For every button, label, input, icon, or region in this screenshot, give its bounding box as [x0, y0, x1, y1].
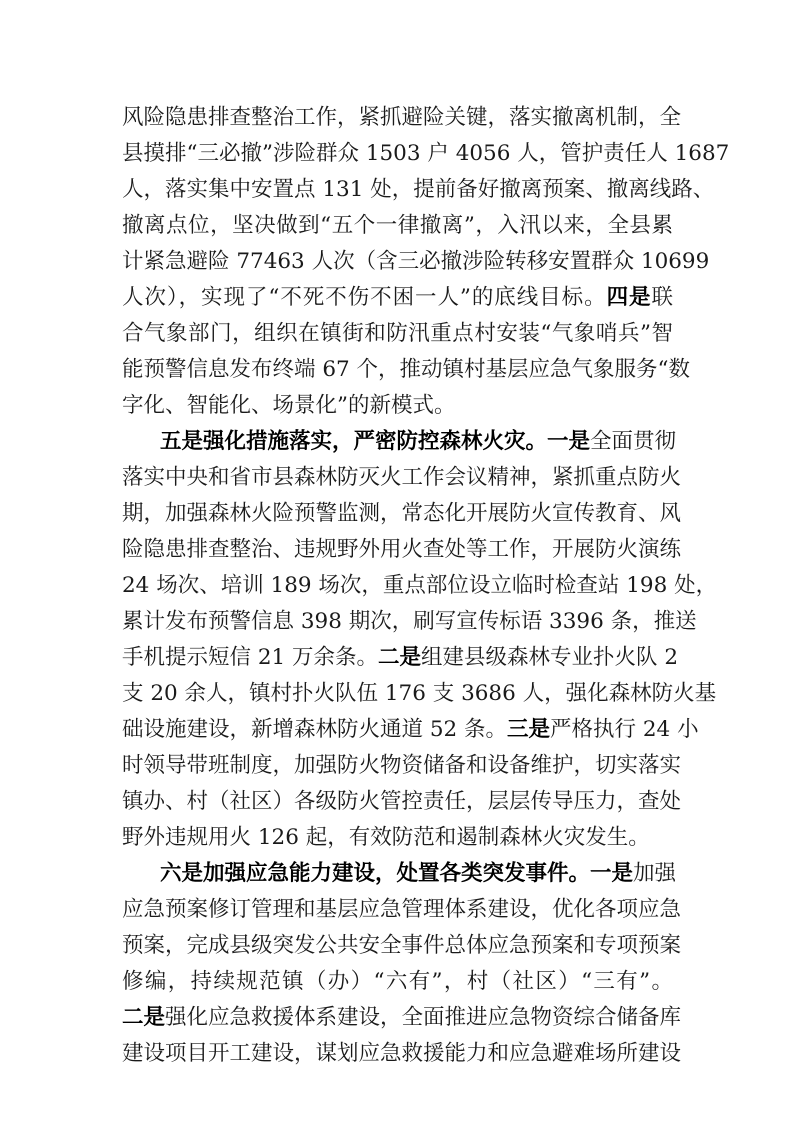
text-line [122, 172, 715, 208]
body-text: 险隐患排查整治、违规野外用火查处等工作，开展防火演练 [122, 537, 682, 562]
bold-heading-text: 四是 [606, 285, 652, 310]
body-text: 24 场次、培训 189 场次，重点部位设立临时检查站 198 处， [122, 573, 718, 598]
document-body [122, 100, 730, 1072]
text-line [122, 748, 682, 784]
body-text: 野外违规用火 126 起，有效防范和遏制森林火灾发生。 [122, 825, 650, 850]
body-text: 字化、智能化、场景化”的新模式。 [122, 393, 456, 418]
text-line [122, 604, 697, 640]
body-text: 础设施建设，新增森林防火通道 52 条。 [122, 717, 508, 742]
body-text: 人，落实集中安置点 131 处，提前备好撤离预案、撤离线路、 [122, 177, 715, 202]
body-text: 风险隐患排查整治工作，紧抓避险关键，落实撤离机制，全 [122, 105, 682, 130]
text-line [122, 892, 682, 928]
body-text: 县摸排“三必撤”涉险群众 1503 户 4056 人，管护责任人 1687 [122, 141, 730, 166]
text-line [122, 424, 677, 460]
body-text: 强化应急救援体系建设，全面推进应急物资综合储备库 [165, 1005, 682, 1030]
body-text: 镇办、村（社区）各级防火管控责任，层层传导压力，查处 [122, 789, 682, 814]
text-line [122, 532, 682, 568]
text-line [122, 1036, 682, 1072]
text-line [122, 316, 673, 352]
bold-heading-text: 二是 [122, 1005, 166, 1030]
body-text: 时领导带班制度，加强防火物资储备和设备维护，切实落实 [122, 753, 682, 778]
body-text: 加强 [633, 861, 677, 886]
text-line [122, 712, 699, 748]
body-text: 能预警信息发布终端 67 个，推动镇村基层应急气象服务“数 [122, 357, 691, 382]
bold-heading-text: 五是强化措施落实，严密防控森林火灾。一是 [160, 429, 591, 454]
text-line [122, 1000, 682, 1036]
text-line [122, 100, 682, 136]
body-text: 修编，持续规范镇（办）“六有”，村（社区）“三有”。 [122, 969, 673, 994]
body-text: 手机提示短信 21 万余条。 [122, 645, 379, 670]
body-text: 建设项目开工建设，谋划应急救援能力和应急避难场所建设 [122, 1041, 682, 1066]
body-text: 全面贯彻 [590, 429, 677, 454]
text-line [122, 388, 673, 424]
body-text: 应急预案修订管理和基层应急管理体系建设，优化各项应急 [122, 897, 682, 922]
bold-heading-text: 三是 [507, 717, 551, 742]
text-line [122, 964, 673, 1000]
text-line [122, 496, 682, 532]
text-line [122, 244, 710, 280]
body-text: 严格执行 24 小 [550, 717, 699, 742]
body-text: 期，加强森林火险预警监测，常态化开展防火宣传教育、风 [122, 501, 682, 526]
body-text: 落实中央和省市县森林防灭火工作会议精神，紧抓重点防火 [122, 465, 682, 490]
body-text: 联 [651, 285, 673, 310]
text-line [122, 280, 673, 316]
text-line [122, 460, 682, 496]
body-text: 组建县级森林专业扑火队 2 [421, 645, 679, 670]
text-line [122, 640, 679, 676]
text-line [122, 352, 691, 388]
body-text: 支 20 余人，镇村扑火队伍 176 支 3686 人，强化森林防火基 [122, 681, 717, 706]
body-text: 撤离点位，坚决做到“五个一律撤离”，入汛以来，全县累 [122, 213, 673, 238]
bold-heading-text: 六是加强应急能力建设，处置各类突发事件。一是 [160, 861, 634, 886]
text-line [122, 136, 730, 172]
text-line [122, 820, 673, 856]
text-line [122, 784, 682, 820]
text-line [122, 676, 717, 712]
body-text: 计紧急避险 77463 人次（含三必撤涉险转移安置群众 10699 [122, 249, 710, 274]
body-text: 合气象部门，组织在镇街和防汛重点村安装“气象哨兵”智 [122, 321, 673, 346]
text-line [122, 928, 682, 964]
bold-heading-text: 二是 [378, 645, 422, 670]
body-text: 人次），实现了“不死不伤不困一人”的底线目标。 [122, 285, 607, 310]
text-line [122, 568, 718, 604]
body-text: 累计发布预警信息 398 期次，刷写宣传标语 3396 条，推送 [122, 609, 697, 634]
text-line [122, 856, 677, 892]
text-line [122, 208, 673, 244]
body-text: 预案，完成县级突发公共安全事件总体应急预案和专项预案 [122, 933, 682, 958]
